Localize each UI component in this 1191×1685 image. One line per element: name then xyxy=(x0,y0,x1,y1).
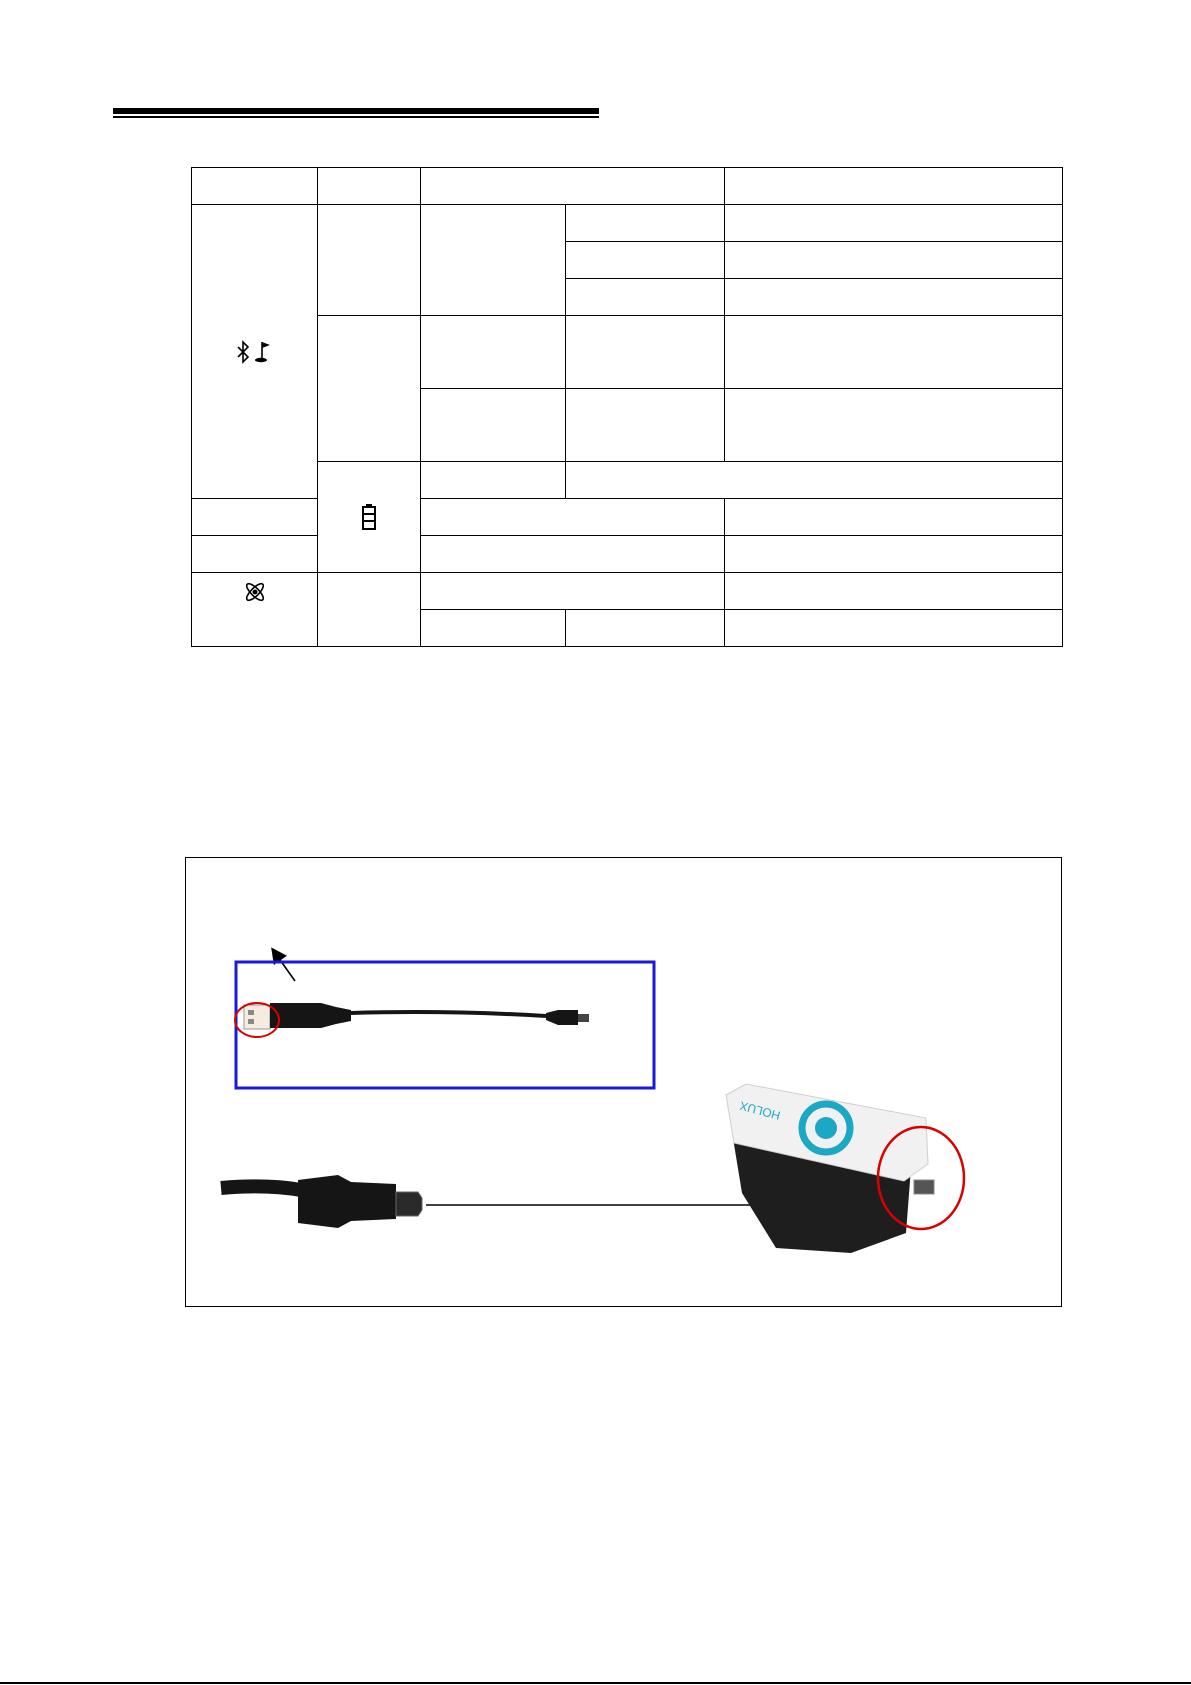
page-bottom-rule xyxy=(0,1682,1191,1684)
gps-device-image xyxy=(726,1084,964,1253)
usb-connection-figure xyxy=(185,857,1062,1307)
cell-empty xyxy=(421,205,566,316)
cell-empty xyxy=(421,610,566,647)
cell-empty xyxy=(421,499,725,536)
header-rule xyxy=(113,108,599,114)
cell-empty xyxy=(725,610,1063,647)
cell-empty xyxy=(566,279,725,316)
satellite-led-cell xyxy=(192,573,318,647)
cell-empty xyxy=(566,462,1063,499)
cell-empty xyxy=(421,462,566,499)
header-cell-led xyxy=(192,168,318,205)
cell-empty xyxy=(421,389,566,462)
bluetooth-icon xyxy=(235,339,275,365)
header-rule-thin xyxy=(113,116,599,118)
cell-empty xyxy=(566,610,725,647)
cell-empty xyxy=(318,205,421,316)
cell-empty xyxy=(421,573,725,610)
cell-empty xyxy=(566,205,725,242)
header-cell-description xyxy=(725,168,1063,205)
cell-empty xyxy=(725,316,1063,389)
cell-empty xyxy=(192,536,318,573)
cell-empty xyxy=(725,499,1063,536)
header-cell-status xyxy=(421,168,725,205)
cell-empty xyxy=(725,573,1063,610)
cell-empty xyxy=(421,316,566,389)
cell-empty xyxy=(725,279,1063,316)
header-cell-color xyxy=(318,168,421,205)
pointer-arrow xyxy=(273,950,295,981)
cell-empty xyxy=(566,389,725,462)
cell-empty xyxy=(725,536,1063,573)
bluetooth-gps-led-cell xyxy=(192,205,318,499)
cell-empty xyxy=(566,316,725,389)
cell-empty xyxy=(421,536,725,573)
satellite-icon xyxy=(242,579,268,605)
usb-cable-image xyxy=(235,1003,589,1037)
battery-led-cell xyxy=(318,462,421,573)
mini-usb-connector-image xyxy=(221,1175,422,1228)
cell-empty xyxy=(725,242,1063,279)
battery-icon xyxy=(361,503,377,531)
cell-empty xyxy=(566,242,725,279)
cell-empty xyxy=(725,205,1063,242)
device-brand-label: HOLUX xyxy=(738,1098,782,1123)
led-status-table xyxy=(191,167,1062,647)
cell-empty xyxy=(725,389,1063,462)
cell-empty xyxy=(318,573,421,647)
golf-flag-icon xyxy=(255,342,270,362)
cell-empty xyxy=(192,499,318,536)
cell-empty xyxy=(318,316,421,462)
usb-connection-illustration xyxy=(186,858,1061,1306)
